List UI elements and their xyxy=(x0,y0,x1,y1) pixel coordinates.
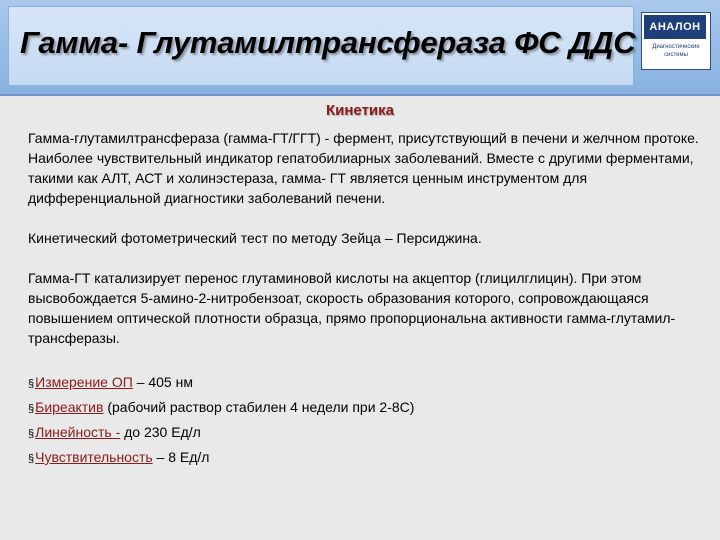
content-body xyxy=(28,128,720,472)
list-item xyxy=(28,422,720,444)
header-band xyxy=(0,0,720,96)
subtitle-text: Кинетика xyxy=(326,102,394,119)
section-subtitle xyxy=(0,101,720,120)
square-bullet-icon: § xyxy=(28,403,35,415)
logo-line-1: Диагностические xyxy=(652,44,700,50)
bullet-term: Биреактив xyxy=(35,399,104,415)
paragraph-method: Кинетический фотометрический тест по методу Зейца – Персиджина. xyxy=(28,230,482,246)
list-item xyxy=(28,397,720,419)
bullet-term: Чувствительность xyxy=(35,449,153,465)
bullet-term: Измерение ОП xyxy=(35,374,133,390)
square-bullet-icon: § xyxy=(28,453,35,465)
logo-name: АНАЛОН xyxy=(644,15,706,39)
square-bullet-icon: § xyxy=(28,378,35,390)
bullet-value: – 405 нм xyxy=(132,374,193,390)
company-logo xyxy=(641,12,711,70)
square-bullet-icon: § xyxy=(28,428,35,440)
logo-text xyxy=(645,43,707,59)
logo-line-2: системы xyxy=(664,52,688,58)
bullet-value: до 230 Ед/л xyxy=(120,424,201,440)
list-item xyxy=(28,372,720,394)
slide-title: Гамма- Глутамилтрансфераза ФС ДДС xyxy=(20,25,636,60)
parameters-list xyxy=(28,372,720,469)
paragraph-principle: Гамма-ГТ катализирует перенос глутаминовой кислоты на акцептор (глицилглицин). При этом высвобождается 5-амино-2-нитробензоат, скорость образования которого, сопровождающаяся повышением оптической плотности образца, прямо пропорциональна активности гамма-глутамил-трансферазы. xyxy=(28,270,676,346)
bullet-value: (рабочий раствор стабилен 4 недели при 2-8С) xyxy=(103,399,415,415)
bullet-term: Линейность - xyxy=(35,424,121,440)
bullet-value: – 8 Ед/л xyxy=(152,449,210,465)
list-item xyxy=(28,447,720,469)
paragraph-description: Гамма-глутамилтрансфераза (гамма-ГТ/ГГТ) - фермент, присутствующий в печени и желчном протоке. Наиболее чувствительный индикатор гепатобилиарных заболеваний. Вместе с другими ферментами, такими как АЛТ, АСТ и холинэстераза, гамма- ГТ является ценным инструментом для дифференциальной диагностики заболеваний печени. xyxy=(28,130,699,206)
